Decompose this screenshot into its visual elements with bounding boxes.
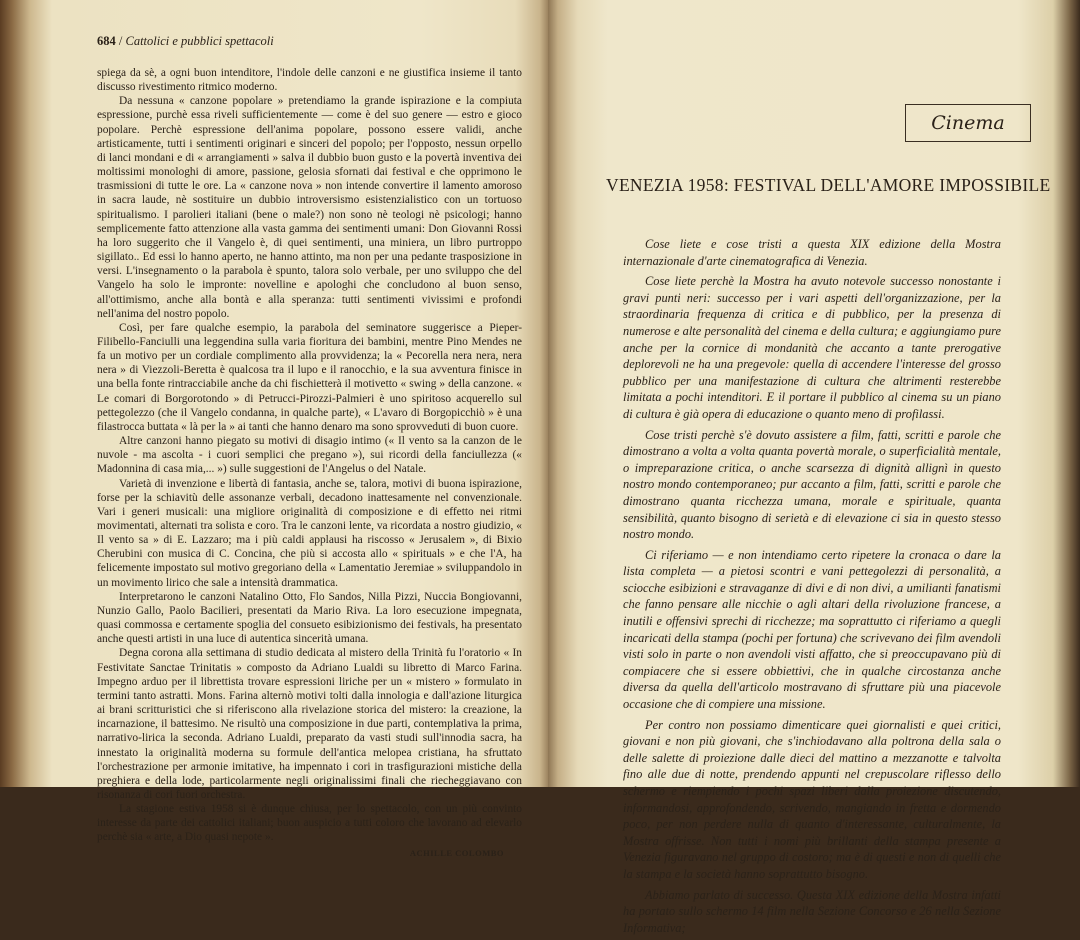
paragraph: Cose tristi perchè s'è dovuto assistere a film, fatti, scritti e parole che dimostrano a volta a volta quanta povertà morale, o superficialità mentale, o impreparazione critica, o anche scarsezza di dignità allignì in questo nostro mondo contemporaneo; pur accanto a film, fatti, scritti e parole che dimostrano quanta ricchezza umana, morale e spirituale, quanta sensibilità, quanto bisogno di serietà e di elevazione ci sia in questo stesso nostro mondo. [623,427,1001,542]
paragraph: Cose liete perchè la Mostra ha avuto notevole successo nonostante i gravi punti neri: successo per i vari aspetti dell'organizzazione, per la straordinaria frequenza di critica e di pubblico, per la presenza di numerose e alte personalità del cinema e della cultura; e aggiungiamo pure anche per la cornice di mondanità che accanto a tante prerogative deplorevoli ne ha una pregevole: quella di accendere l'interesse del grosso pubblico per una manifestazione di cultura che altrimenti resterebbe limitata a pochi intenditori. E il portare il pubblico al cinema su un piano di cultura è già opera di educazione o quanto meno di profilassi. [623,274,1001,421]
right-page [548,0,1080,935]
paragraph: Degna corona alla settimana di studio dedicata al mistero della Trinità fu l'oratorio « In Festivitate Sanctae Trinitatis » composto da Adriano Lualdi su libretto di Marco Farina. Impegno arduo per il librettista trovare espressioni liriche per un « mistero » formulato in termini tanto astratti. Mons. Farina alternò motivi tolti dalla innologia e dall'azione liturgica ai brani scritturistici che si riferiscono alla rivelazione storica del mistero: la creazione, la incarnazione, il battesimo. Ne risultò una composizione in due parti, contemplativa la prima, narrativo-lirica la seconda. Adriano Lualdi, preparato da vasti studi sull'innodia sacra, ha innestato la originalità moderna su formule dell'antica melopea cristiana, ha sfruttato l'orchestrazione per armonie imitative, ha impennato i cori in trasfigurazioni mistiche della preghiera e della lode, particolarmente negli originalissimi finali che riecheggiavano con risonanza di cori fuori orchestra. [97,647,522,801]
page-number: 684 [97,34,116,48]
paragraph: Ci riferiamo — e non intendiamo certo ripetere la cronaca o dare la lista completa — a pietosi scontri e vani pettegolezzi di personalità, a sciocche esibizioni e stravaganze di divi e di non divi, a umilianti fanatismi che fanno pensare alle nicchie o agli altari della rivoluzione francese, a inutili e offensivi sprechi di ricchezze; ma soprattutto ci riferiamo a quegli incaricati della stampa (pochi per fortuna) che scrivevano dei film avendoli visti solo in parte o non avendoli visti affatto, che si preoccupavano più di compiacere che si essere obbiettivi, che in qualche circostanza anche diversa da quella dell'articolo mostravano di sfruttare più una piacevole occasione che di compiere una missione. [623,547,1001,712]
paragraph: Interpretarono le canzoni Natalino Otto, Flo Sandos, Nilla Pizzi, Nuccia Bongiovanni, Nunzio Gallo, Paolo Bacilieri, presentati da Mario Riva. La loro esecuzione impegnata, quasi commossa e certamente spoglia del consueto esibizionismo dei festivals, ha presentato anche questi artisti in una luce di autentica sincerità umana. [97,590,522,646]
right-body-text [623,236,1001,940]
section-label-box [905,104,1031,142]
paragraph: Varietà di invenzione e libertà di fantasia, anche se, talora, motivi di buona ispirazione, forse per la schiavitù delle assonanze verbali, decadono inattesamente nel convenzionale. Vari i generi musicali: una migliore originalità di composizione e di effetto nei ritmi movimentati, alternati tra solista e coro. Tra le canzoni lente, va ricordata a nostro giudizio, « Il vento sa » di E. Lazzaro; ma i più caldi applausi ha riscosso « Jerusalem », di Bixio Cherubini con musica di C. Concina, che più si accosta allo « spirituals » e che l'A, ha felicemente impostato sul motivo gregoriano della « Lamentatio Jeremiae » sviluppandolo in un movimento lirico che sale a intensità drammatica. [97,477,522,589]
paragraph: Cose liete e cose tristi a questa XIX edizione della Mostra internazionale d'arte cinematografica di Venezia. [623,237,1001,268]
article-title: VENEZIA 1958: FESTIVAL DELL'AMORE IMPOSSIBILE [606,175,1051,195]
paragraph: Per contro non possiamo dimenticare quei giornalisti e quei critici, giovani e non più giovani, che s'inchiodavano alla poltrona della sala o delle salette di proiezione dalle dieci del mattino a mezzanotte e talvolta fino alle due di notte, prendendo appunti nel crepuscolare riflesso dello schermo e riempiendo i pochi spazi liberi dalla proiezione discutendo, informandosi, approfondendo, scrivendo, mangiando in fretta e dormendo poco, per non perdere nulla di quanto d'interessante, culturalmente, la Mostra offrisse. Non tutti i nomi più brillanti della stampa presente a Venezia figuravano nel gruppo di costoro; ma è di questi e non di quelli che la stampa e la società hanno soprattutto bisogno. [623,717,1001,881]
paragraph: Abbiamo parlato di successo. Questa XIX edizione della Mostra infatti ha portato sullo schermo 14 film nella Sezione Concorso e 26 nella Sezione Informativa; [623,887,1001,935]
section-label: Cinema [931,112,1005,134]
left-body-text [97,66,522,859]
author-signature: ACHILLE COLOMBO [409,847,504,858]
running-head-title: Cattolici e pubblici spettacoli [125,34,274,48]
paragraph: Da nessuna « canzone popolare » pretendiamo la grande ispirazione e la compiuta espressione, purchè essa riveli sufficientemente — come è del suo genere — estro e gioco popolare. Perchè espressione dell'anima popolare, possono essere validi, anche artisticamente, tutti i sentimenti originari e sinceri del popolo; per l'opposto, nessun orpello di lanci mondani e di « arrangiamenti » salva il dubbio buon gusto e la povertà inventiva dei moltissimi monologhi di amore, passione, gelosia sfornati dai festival e che opprimono le trasmissioni di tutte le ore. La « canzone nova » non intende convertire il lamento amoroso in sacra laude, nè sostituire un dubbio introversismo esistenzialistico con un tortuoso spiritualismo. I parolieri italiani (bene o male?) non sono nè teologi nè psicologi; hanno semplicemente fatto attenzione alla vasta gamma dei sentimenti umani: Don Giovanni Rossi ha loro suggerito che il Vangelo è, di quei sentimenti, una miniera, un libro purtroppo sigillato.. Ed essi lo hanno aperto, ne hanno attinto, ma non per una pedante trasposizione in versi. L'insegnamento o la parabola è spunto, talora solo verbale, per uno sviluppo che del Vangelo ha solo le impronte: novelline e apologhi che concludono al buon senso, all'ottimismo, anche alla bontà e alla speranza: tutti sentimenti vivissimi e profondi nell'anima del nostro popolo. [97,95,522,320]
running-head: 684 / Cattolici e pubblici spettacoli [97,34,274,48]
left-page [0,0,548,858]
paragraph: Così, per fare qualche esempio, la parabola del seminatore suggerisce a Pieper-Filibello-Fanciulli una leggendina sulla varia fioritura dei bambini, mentre Pino Mendes ne fa un motivo per un cordiale complimento alla provvidenza; la « Pecorella nera nera, nera nera » di Viezzoli-Beretta è qualcosa tra il lupo e il ranocchio, e la sua avventura finisce in una bella fonte rintracciabile anche da chi fischietterà il motivetto « swing » della canzone. « Le comari di Borgorotondo » di Petrucci-Pirozzi-Palmieri è uno spiritoso acquerello sul pettegolezzo (che il Vangelo condanna, in qualche parte), « L'avaro di Borgopicchiò » è una filastrocca buttata « là per la » ai tanti che hanno denaro ma sono sprovveduti di buon cuore. [97,321,522,433]
paragraph: La stagione estiva 1958 si è dunque chiusa, per lo spettacolo, con un più convinto interesse da parte dei cattolici italiani; buon auspicio a tutti coloro che lavorano ad elevarlo perchè sia « arte, a Dio quasi nepote ». [97,803,522,844]
paragraph: spiega da sè, a ogni buon intenditore, l'indole delle canzoni e ne giustifica insieme il tanto discusso rivestimento ritmico moderno. [97,67,522,94]
paragraph: Altre canzoni hanno piegato su motivi di disagio intimo (« Il vento sa la canzon de le nuvole - ma ascolta - i cuori semplici che pregano »), sui ricordi della fanciullezza (« Madonnina di casa mia,... ») sulle suggestioni de l'Angelus o del Natale. [97,435,522,476]
